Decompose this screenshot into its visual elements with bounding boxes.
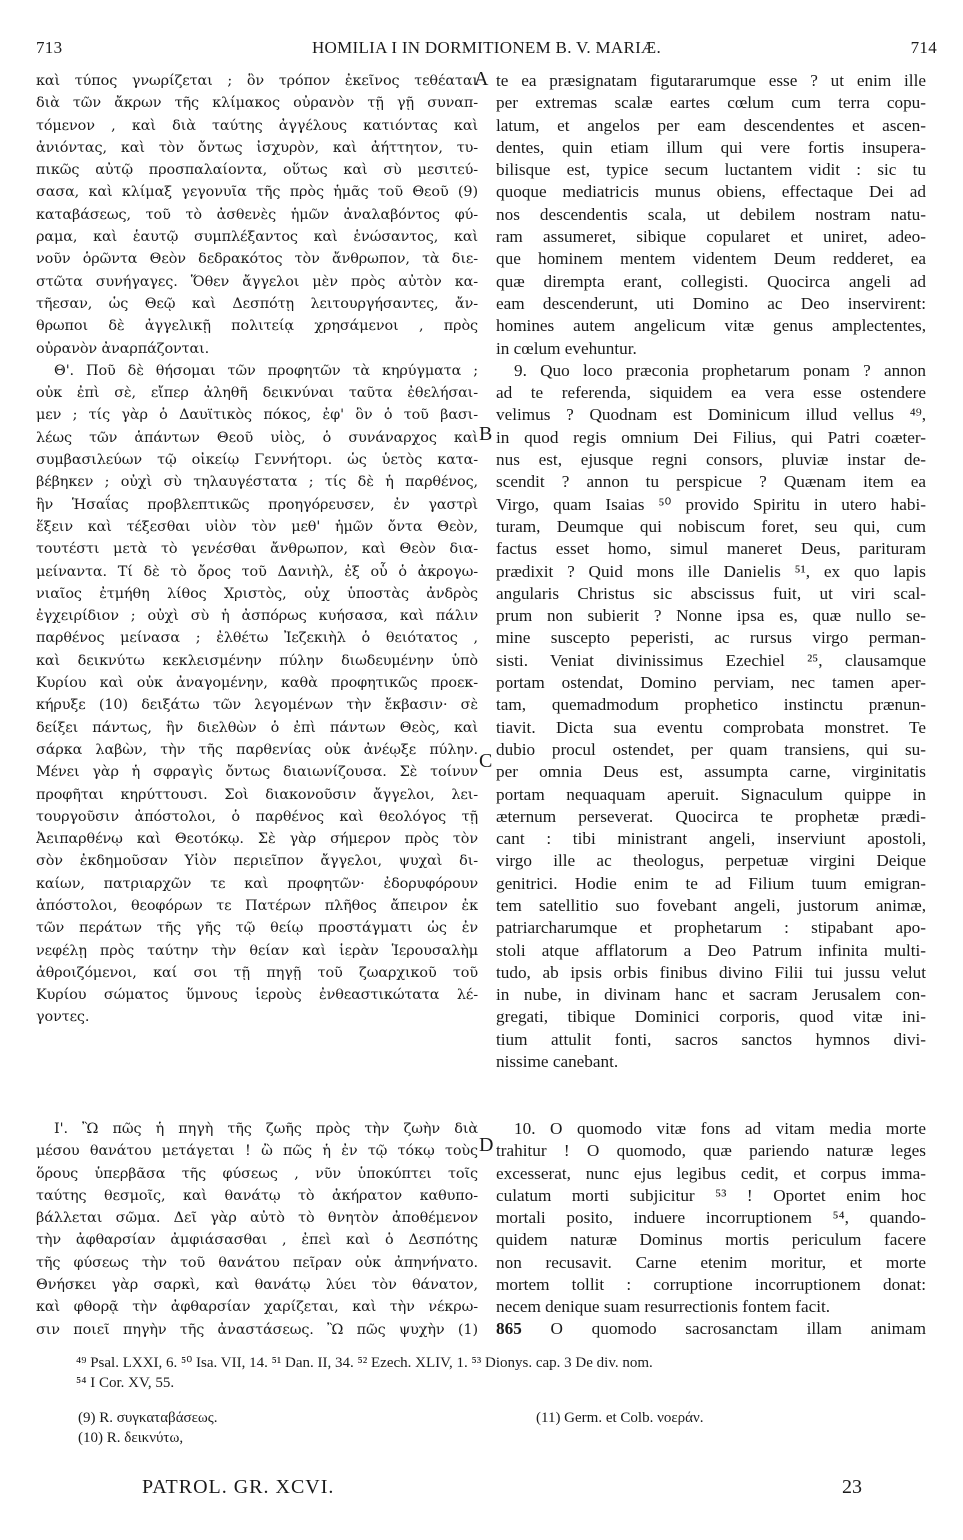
text-line: tiavit. Dicta sua eventu comprobata monstret. Te [496,717,926,737]
text-line: nus est, ejusque regni consors, pluviæ instar de- [496,450,926,470]
footnote-sources-row1: ⁴⁹ Psal. LXXI, 6. ⁵⁰ Isa. VII, 14. ⁵¹ Dan. II, 34. ⁵² Ezech. XLIV, 1. ⁵³ Dionys. cap. 3 De div. nom. [76,1355,653,1371]
text-line: trahitur ! O quomodo, quæ pariendo naturæ leges [496,1141,926,1161]
text-line: νιαῖος ἐτμήθη λίθος Χριστὸς, οὐχ ὑποστὰς ἀνδρὸς [36,585,478,602]
text-line: non recusavit. Carne etenim moritur, et morte [496,1252,926,1272]
greek-column-lower [36,1118,478,1341]
text-line: patriarcharumque et prophetarum : stipabant apo- [496,918,926,938]
text-line: βάλλεται σῶμα. Δεῖ γὰρ αὐτὸ τὸ θνητὸν ἀποθέμενον [36,1210,478,1227]
text-line: τῆεσαν, ὡς Θεῷ καὶ Δεσπότῃ λειτουργήσαντες, ἄν- [36,295,478,312]
text-line: οὐκ ἐπὶ σὲ, εἴπερ ἀληθῆ δεικνύναι ταῦτα ἐθελήσαι- [36,385,478,402]
text-line: τῶν περάτων τῆς γῆς τῷ θείῳ προστάγματι ὡς ἐν [36,920,478,937]
text-line: Ι'. Ὢ πῶς ἡ πηγὴ τῆς ζωῆς πρὸς τὴν ζωὴν διὰ [54,1121,478,1137]
text-line: συμβασιλεύων τῷ οἰκείῳ Γεννήτορι. ὡς ὑετὸς κατα- [36,452,478,469]
text-line: excesserat, nunc ejus legibus cedit, et corpus imma- [496,1163,926,1183]
text-line: τῆς φύσεως τὴν τοῦ θανάτου πεῖραν οὐκ ἀπηνήνατο. [36,1254,478,1271]
text-line: in quod regis omnium Dei Filius, qui Patri coæter- [496,427,926,447]
latin-last-line [496,1318,926,1340]
text-line: factus esset homo, simul maneret Deus, parituram [496,539,926,559]
text-line: nos descendentis scala, ut debilem nostram natu- [496,204,926,224]
text-line: dubio procul ostendet, per quam transiens, qui su- [496,739,926,759]
text-line: mortali posito, induere incorruptionem ⁵⁴, quando- [496,1208,926,1228]
text-line: θρωποι δὲ ἀγγελικῇ πολιτείᾳ χρησάμενοι , πρὸς [36,318,478,335]
text-line: οὐρανὸν ἀναρπάζονται. [36,340,210,357]
text-line: bilisque est, typice secum luctantem vidit : sic tu [496,160,926,180]
text-line: τόμενον , καὶ διὰ ταύτης ἀγγέλους κατιόντας καὶ [36,117,478,134]
text-line: que hominem mentem videntem Deum redderet, ea [496,249,926,269]
text-line: πικῶς αὐτῷ προσπαλαίοντα, οὕτως καὶ σὺ μεσιτεύ- [36,162,478,179]
text-line: προφῆται κηρύττουσι. Σοὶ διακονοῦσιν ἄγγελοι, λει- [36,786,478,803]
text-line: virgo ille ac theologus, perpetuæ virgini Deique [496,851,926,871]
text-line: mortem tollit : corruptione incorruptionem donat: [496,1275,926,1295]
text-line: στῶτα συνήγαγες. Ὅθεν ἄγγελοι μὲν πρὸς αὐτὸν κα- [36,273,478,290]
text-line: νεφέλῃ πρὸς ταύτην τὴν θείαν καὶ ἱερὰν Ἱερουσαλὴμ [36,942,478,959]
text-line: stoli atque afflatorum a Deo Patrum infinita multi- [496,940,926,960]
text-line: turam, Deumque qui nobiscum foret, seu qui, cum [496,516,926,536]
text-line: quidem naturæ Dominus mortis periculum facere [496,1230,926,1250]
text-line: Ἀειπαρθένῳ καὶ Θεοτόκῳ. Σὲ γὰρ σήμερον πρὸς τὸν [36,831,478,848]
text-line: ἀνιόντας, καὶ τὸν ὄντως ἰσχυρὸν, καὶ ἀήττητον, τυ- [36,139,478,156]
text-line: 9. Quo loco præconia prophetarum ponam ? annon [514,360,926,380]
text-line: prum non subierit ? Nonne ipsa es, quæ nullo se- [496,606,926,626]
latin-last-text: O quomodo sacrosanctam illam animam [550,1319,926,1338]
text-line: ἐγχειρίδιον ; οὐχὶ σὺ ἡ ἀσπόρως κυήσασα, καὶ πάλιν [36,608,478,625]
text-line: portam nequaquam aperuit. Signaculum quippe in [496,784,926,804]
text-line: σιν ποιεῖ πηγὴν τῆς ἀναστάσεως. Ὢ πῶς ψυχὴν (1) [36,1321,478,1338]
text-line: in nube, in divinam hanc et sacram Jerusalem con- [496,985,926,1005]
text-line: τουργοῦσιν ἀπόστολοι, ὁ παρθένος καὶ θεολόγος τῇ [36,808,478,825]
text-line: μέσου θανάτου μετάγεται ! ὢ πῶς ἡ ἐν τῷ τόκῳ τοὺς [36,1143,478,1160]
text-line: καὶ τύπος γνωρίζεται ; ὃν τρόπον ἐκεῖνος τεθέαται [36,73,478,89]
text-line: ἀθροιζόμενοι, καί σοι τῇ πηγῇ τοῦ ζωαρχικοῦ τοῦ [36,964,478,981]
text-line: καὶ δεικνύτω κεκλεισμένην πύλην διωδευμένην ὑπὸ [36,652,478,669]
variant-note-11: (11) Germ. et Colb. νοεράν. [536,1410,704,1426]
text-line: culatum morti subjicitur ⁵³ ! Oportet enim hoc [496,1185,926,1205]
text-line: portam ostendat, Domino perviam, nec tamen aper- [496,673,926,693]
text-line: Virgo, quam Isaias ⁵⁰ provido Spiritu in utero habi- [496,494,926,514]
text-line: καὶ φθορᾷ τὴν ἀφθαρσίαν χαρίζεται, καὶ τὴν νέκρω- [36,1299,478,1316]
text-line: quoque mediatricis munus obiens, effectaque Dei ad [496,182,926,202]
text-line: dentes, quin etiam illum qui vere fortis insupera- [496,137,926,157]
text-line: σασα, καὶ κλίμαξ γεγονυῖα τῆς πρὸς ἡμᾶς τοῦ Θεοῦ (9) [36,184,478,201]
text-line: mine suscepto peperisti, ac rursus virgo perman- [496,628,926,648]
text-line: per extremas scalæ eartes cœlum cum terra copu- [496,93,926,113]
text-line: tem satellitio suo fovebant angeli, justorum animæ, [496,895,926,915]
text-line: Κυρίου σώματος ὕμνους ἱεροὺς ἐνθεαστικώτατα λέ- [36,987,478,1004]
latin-column-lower [496,1118,926,1319]
text-line: nissime canebant. [496,1052,619,1072]
text-line: δείξει πάντως, ἣν διελθὼν ὁ ἐπὶ πάντων Θεὸς, καὶ [36,719,478,736]
text-line: διὰ τῶν ἄκρων τῆς κλίμακος οὐρανὸν τῇ γῇ συναπ- [36,95,478,112]
text-line: tium attulit fonti, sacros sanctos hymnos divi- [496,1029,926,1049]
variant-note-9: (9) R. συγκαταβάσεως. [78,1410,218,1426]
text-line: βέβηκεν ; οὐχὶ σὺ τηλαυγέστατα ; τίς δὲ ἡ παρθένος, [36,474,478,491]
text-line: ὅρους ὑπερβᾶσα τῆς φύσεως , νῦν ὑποκύπτει τοῖς [36,1165,478,1182]
margin-marker-c: C [479,750,493,772]
greek-column-upper [36,70,478,1029]
text-line: genitrici. Hodie enim te ad Filium tuum emigran- [496,873,926,893]
series-signature: PATROL. GR. XCVI. [142,1476,335,1498]
text-line: σὸν ἐκδημοῦσαν Υἱὸν περιεῖπον ἄγγελοι, ψυχαὶ δι- [36,853,478,870]
text-line: παρθένος μείνασα ; ἐλθέτω Ἰεζεκιὴλ ὁ θειότατος , [36,630,478,647]
text-line: necem denique suam resurrectionis fontem facit. [496,1297,831,1317]
text-line: eam descenderunt, uti Domino ac Deo inservirent: [496,293,926,313]
margin-marker-d: D [479,1134,494,1156]
text-line: μεν ; τίς γὰρ ὁ Δαυϊτικὸς πόκος, ἐφ' ὃν ὁ τοῦ βασι- [36,407,478,424]
page-number-left: 713 [36,38,63,57]
text-line: per omnia Deus est, assumpta carne, virginitatis [496,762,926,782]
text-line: νοῦν ὁρῶντα Θεὸν δεδρακότος τὸν ἄνθρωπον, τὰ διε- [36,251,478,268]
text-line: angularis Christus sic abscissus fuit, ut viri scal- [496,583,926,603]
text-line: ἕξειν καὶ τέξεσθαι υἱὸν τὸν μεθ' ἡμῶν ὄντα Θεὸν, [36,518,478,535]
text-line: æternum perseverat. Quocirca te prophetæ prædi- [496,806,926,826]
text-line: tam, quemadmodum prophetico instinctu prænun- [496,695,926,715]
text-line: homines autem angelicum vitæ genus amplectentes, [496,316,926,336]
text-line: ἣν Ἡσαΐας προβλεπτικῶς προηγόρευσεν, ἐν γαστρὶ [36,496,478,513]
text-line: Θ'. Ποῦ δὲ θήσομαι τῶν προφητῶν τὰ κηρύγματα ; [54,362,478,379]
text-line: scendit ? annon tu perspicue ? Quænam item ea [496,472,926,492]
text-line: sisti. Veniat divinissimus Ezechiel ²⁵, clausamque [496,650,926,670]
text-line: prædixit ? Quid mons ille Danielis ⁵¹, ex quo lapis [496,561,926,581]
text-line: ραμα, καὶ ἑαυτῷ συμπλέξαντος καὶ ἑνώσαντος, καὶ [36,229,478,246]
text-line: σάρκα λαβὼν, τὴν τῆς παρθενίας οὐκ ἀνέῳξε πύλην. [36,741,478,758]
sheet-signature: 23 [842,1476,862,1498]
text-line: καίων, πατριαρχῶν τε καὶ προφητῶν· ἐδορυφόρουν [36,875,478,892]
running-header [36,38,937,64]
text-line: velimus ? Quodnam est Dominicum illud vellus ⁴⁹, [496,405,926,425]
text-line: te ea præsignatam figutararumque esse ? ut enim ille [496,71,926,90]
text-line: quæ dirempta erant, collegisti. Quocirca angeli ad [496,271,926,291]
page-number-right: 714 [910,38,937,57]
text-line: ἀπόστολοι, θεοφόρων τε Πατέρων πλῆθος ἄπειρον ἐκ [36,897,478,914]
text-line: ad te referenda, siquidem ea vera esse ostendere [496,383,926,403]
text-line: Μένει γὰρ ἡ σφραγὶς ὄντως διαιωνίζουσα. Σὲ τοίνυν [36,764,478,781]
running-title: HOMILIA I IN DORMITIONEM B. V. MARIÆ. [311,38,662,57]
text-line: gregati, tibique Dominici corporis, quod vitæ ini- [496,1007,926,1027]
text-line: τὴν ἀφθαρσίαν ἀμφιάσασθαι , ἐπεὶ καὶ ὁ Δεσπότης [36,1232,478,1249]
text-line: ταύτης θεσμοῖς, καὶ θανάτῳ τὸ ἀκήρατον καθυπο- [36,1187,478,1204]
text-line: γοντες. [36,1009,90,1026]
text-line: λέως τῶν ἁπάντων Θεοῦ υἱὸς, ὁ συνάναρχος καὶ [36,429,478,446]
variant-note-10: (10) R. δεικνύτω, [78,1430,184,1446]
text-line: τουτέστι μετὰ τὸ γενέσθαι ἄνθρωπον, καὶ Θεὸν δια- [36,541,478,558]
text-line: κήρυξε (10) δειξάτω τῶν λεγομένων τὴν ἔκβασιν· σὲ [36,697,478,714]
margin-marker-b: B [479,423,493,445]
footnote-sources-row2: ⁵⁴ I Cor. XV, 55. [76,1375,175,1391]
text-line: ram assumeret, sibique copularet et uniret, adeo- [496,227,926,247]
latin-column-upper [496,70,926,1073]
margin-marker-a: A [474,68,489,90]
column-number: 865 [496,1319,522,1338]
text-line: 10. O quomodo vitæ fons ad vitam media morte [514,1119,926,1138]
text-line: Κυρίου καὶ οὐκ ἀναγομένην, καθὰ προφητικῶς προεκ- [36,675,478,692]
text-line: μείναντα. Τί δὲ τὸ ὄρος τοῦ Δανιὴλ, ἐξ οὗ ὁ ἀκρογω- [36,563,478,580]
text-line: καταβάσεως, τοῦ τὸ ἀσθενὲς ἡμῶν ἀναλαβόντος φύ- [36,206,478,223]
text-line: latum, et angelos per eam descendentes et ascen- [496,115,926,135]
text-line: Θνήσκει γὰρ σαρκὶ, καὶ θανάτῳ λύει τὸν θάνατον, [36,1277,478,1294]
text-line: in cœlum evehuntur. [496,338,637,358]
text-line: tudo, ab ipsis orbis finibus divino Filii tui jussu velut [496,962,926,982]
text-line: cant : tibi ministrant angeli, inserviunt apostoli, [496,829,926,849]
